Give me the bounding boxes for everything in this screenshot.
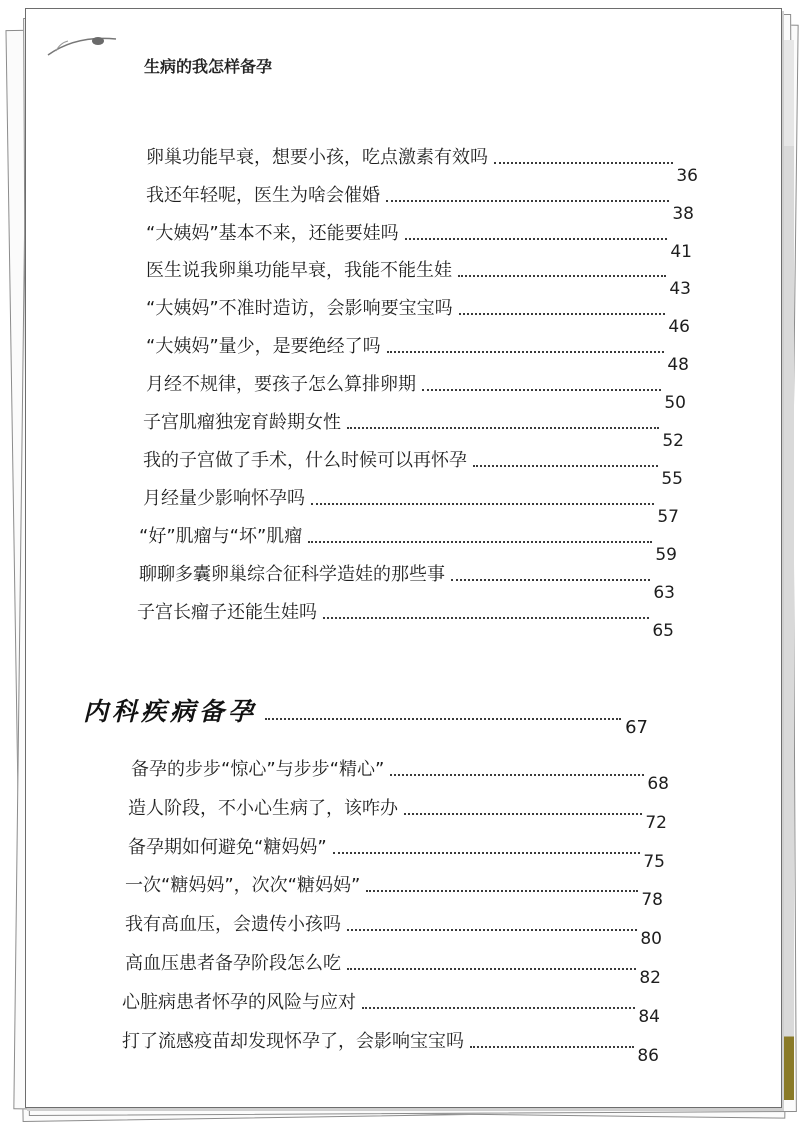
dot-leader	[473, 465, 658, 467]
toc-entry[interactable]	[128, 836, 665, 872]
dot-leader	[311, 503, 654, 505]
section-page: 67	[625, 717, 648, 738]
toc-entry-title: 我有高血压，会遗传小孩吗	[125, 914, 341, 935]
toc-entry[interactable]	[146, 297, 690, 337]
toc-entry-page: 68	[647, 774, 669, 794]
dot-leader	[459, 313, 666, 315]
toc-entry-title: 一次“糖妈妈”，次次“糖妈妈”	[125, 875, 361, 896]
dot-leader	[333, 852, 641, 854]
toc-entry[interactable]	[146, 259, 691, 299]
toc-entry-page: 41	[670, 242, 692, 262]
toc-entry-title: 子宫长瘤子还能生娃吗	[137, 602, 317, 623]
running-header: 生病的我怎样备孕	[144, 57, 273, 76]
toc-entry[interactable]	[137, 601, 674, 641]
toc-entry-title: “好”肌瘤与“坏”肌瘤	[139, 526, 303, 547]
toc-entry-title: 打了流感疫苗却发现怀孕了，会影响宝宝吗	[122, 1031, 464, 1052]
toc-entry-page: 59	[655, 545, 677, 565]
dot-leader	[387, 351, 665, 353]
toc-entry-page: 63	[653, 583, 675, 603]
toc-entry-page: 55	[661, 469, 683, 489]
toc-entry[interactable]	[146, 222, 692, 262]
toc-entry-page: 52	[662, 431, 684, 451]
toc-entry[interactable]	[125, 874, 663, 910]
toc-entry[interactable]	[125, 913, 662, 949]
toc-entry[interactable]	[139, 525, 677, 565]
dot-leader	[494, 162, 673, 164]
toc-entry-page: 43	[669, 279, 691, 299]
toc-entry-title: 心脏病患者怀孕的风险与应对	[122, 992, 356, 1013]
toc-entry-page: 80	[640, 929, 662, 949]
toc-entry[interactable]	[143, 449, 683, 489]
dot-leader	[362, 1007, 635, 1009]
dot-leader	[451, 579, 650, 581]
toc-entry-title: 我的子宫做了手术，什么时候可以再怀孕	[143, 450, 467, 471]
toc-entry-title: 月经量少影响怀孕吗	[143, 488, 305, 509]
toc-entry-title: “大姨妈”基本不来，还能要娃吗	[146, 223, 399, 244]
toc-entry[interactable]	[128, 797, 667, 833]
toc-entry-title: “大姨妈”量少，是要绝经了吗	[146, 336, 381, 357]
toc-entry-title: 子宫肌瘤独宠育龄期女性	[143, 412, 341, 433]
dot-leader	[366, 890, 638, 892]
section-title: 内科疾病备孕	[83, 697, 258, 726]
dot-leader	[422, 389, 661, 391]
toc-entry-title: 备孕期如何避免“糖妈妈”	[128, 837, 327, 858]
toc-entry-title: 医生说我卵巢功能早衰，我能不能生娃	[146, 260, 452, 281]
dot-leader	[404, 813, 642, 815]
dot-leader	[347, 427, 659, 429]
toc-entry-page: 50	[664, 393, 686, 413]
toc-entry[interactable]	[146, 335, 689, 375]
toc-entry-page: 75	[643, 852, 665, 872]
toc-entry-title: “大姨妈”不准时造访，会影响要宝宝吗	[146, 298, 453, 319]
dot-leader	[405, 238, 668, 240]
toc-entry-title: 聊聊多囊卵巢综合征科学造娃的那些事	[139, 564, 445, 585]
dot-leader	[265, 718, 621, 720]
toc-entry[interactable]	[131, 758, 669, 794]
dot-leader	[347, 968, 636, 970]
section-heading[interactable]	[83, 692, 648, 738]
dot-leader	[390, 774, 644, 776]
toc-entry-page: 86	[637, 1046, 659, 1066]
toc-entry-title: 月经不规律，要孩子怎么算排卵期	[146, 374, 416, 395]
toc-entry[interactable]	[122, 1030, 659, 1066]
toc-entry[interactable]	[143, 487, 679, 527]
toc-entry[interactable]	[143, 411, 684, 451]
dot-leader	[308, 541, 652, 543]
dot-leader	[470, 1046, 634, 1048]
toc-entry-page: 84	[638, 1007, 660, 1027]
toc-entry-title: 高血压患者备孕阶段怎么吃	[125, 953, 341, 974]
toc-entry-title: 造人阶段，不小心生病了，该咋办	[128, 798, 398, 819]
toc-entry-title: 备孕的步步“惊心”与步步“精心”	[131, 759, 385, 780]
toc-entry[interactable]	[125, 952, 661, 988]
toc-entry[interactable]	[146, 146, 698, 186]
toc-entry[interactable]	[146, 184, 694, 224]
toc-entry-page: 48	[667, 355, 689, 375]
toc-entry-page: 78	[641, 890, 663, 910]
toc-entry-page: 65	[652, 621, 674, 641]
toc-entry-title: 卵巢功能早衰，想要小孩，吃点激素有效吗	[146, 147, 488, 168]
toc-entry-page: 38	[672, 204, 694, 224]
dot-leader	[458, 275, 666, 277]
dot-leader	[386, 200, 669, 202]
toc-entry-page: 46	[668, 317, 690, 337]
toc-entry-page: 82	[639, 968, 661, 988]
dot-leader	[323, 617, 649, 619]
dot-leader	[347, 929, 637, 931]
toc-entry-page: 72	[645, 813, 667, 833]
toc-entry-page: 36	[676, 166, 698, 186]
toc-entry[interactable]	[139, 563, 675, 603]
toc-entry[interactable]	[146, 373, 686, 413]
toc-entry[interactable]	[122, 991, 660, 1027]
toc-entry-title: 我还年轻呢，医生为啥会催婚	[146, 185, 380, 206]
toc-entry-page: 57	[657, 507, 679, 527]
